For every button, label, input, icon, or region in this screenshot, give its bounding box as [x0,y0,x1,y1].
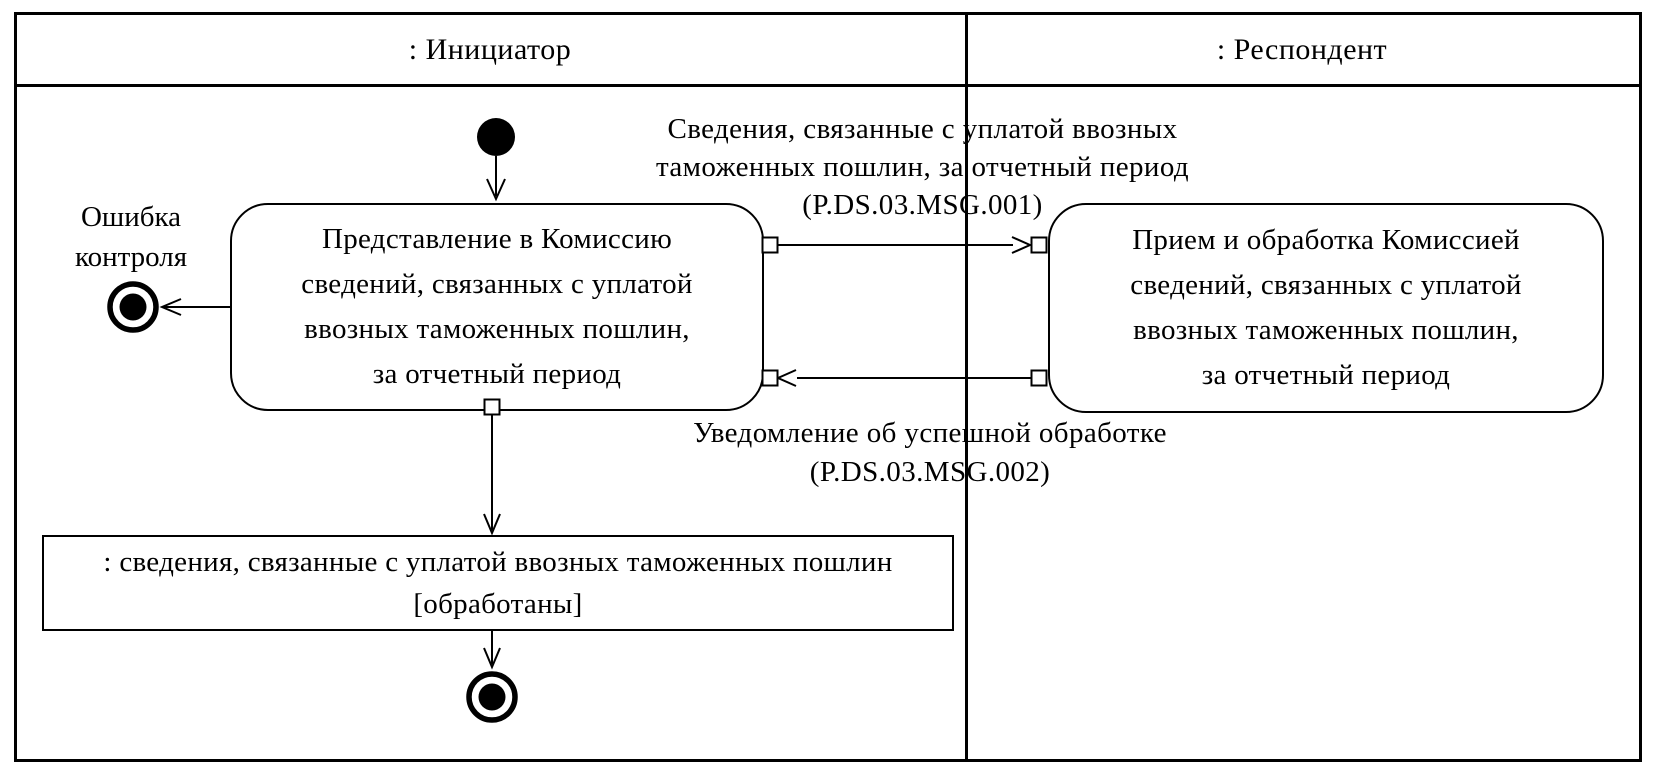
swimlane-header-initiator: : Инициатор [408,33,572,66]
activity-text-line: сведений, связанных с уплатой [1130,269,1522,301]
activity-text-line: Представление в Комиссию [321,223,673,255]
activity-text-line: сведений, связанных с уплатой [301,268,693,300]
activity-text-line: за отчетный период [372,358,622,390]
message-code: (P.DS.03.MSG.002) [809,456,1051,488]
activity-receive-process-customs-duty-info [1048,203,1604,413]
activity-text-line: за отчетный период [1201,359,1451,391]
message-label-msg002 [625,414,1235,492]
error-final-label [33,197,229,277]
activity-text-line: ввозных таможенных пошлин, [1133,314,1519,346]
object-node-title: : сведения, связанные с уплатой ввозных таможенных пошлин [103,546,893,578]
error-label-line: Ошибка [80,201,182,233]
activity-text-line: Прием и обработка Комиссией [1132,224,1520,256]
message-label-msg001 [620,110,1225,224]
message-text-line: таможенных пошлин, за отчетный период [655,151,1190,183]
message-code: (P.DS.03.MSG.001) [802,189,1043,221]
activity-text-line: ввозных таможенных пошлин, [304,313,690,345]
activity-submit-customs-duty-info [230,203,764,411]
message-text-line: Сведения, связанные с уплатой ввозных [667,113,1178,145]
object-node-processed-info [42,535,954,631]
swimlane-header-underline [14,84,1642,87]
message-text-line: Уведомление об успешной обработке [693,417,1167,449]
object-node-state: [обработаны] [413,588,583,620]
error-label-line: контроля [74,241,188,273]
swimlane-header-respondent: : Респондент [1216,33,1388,66]
